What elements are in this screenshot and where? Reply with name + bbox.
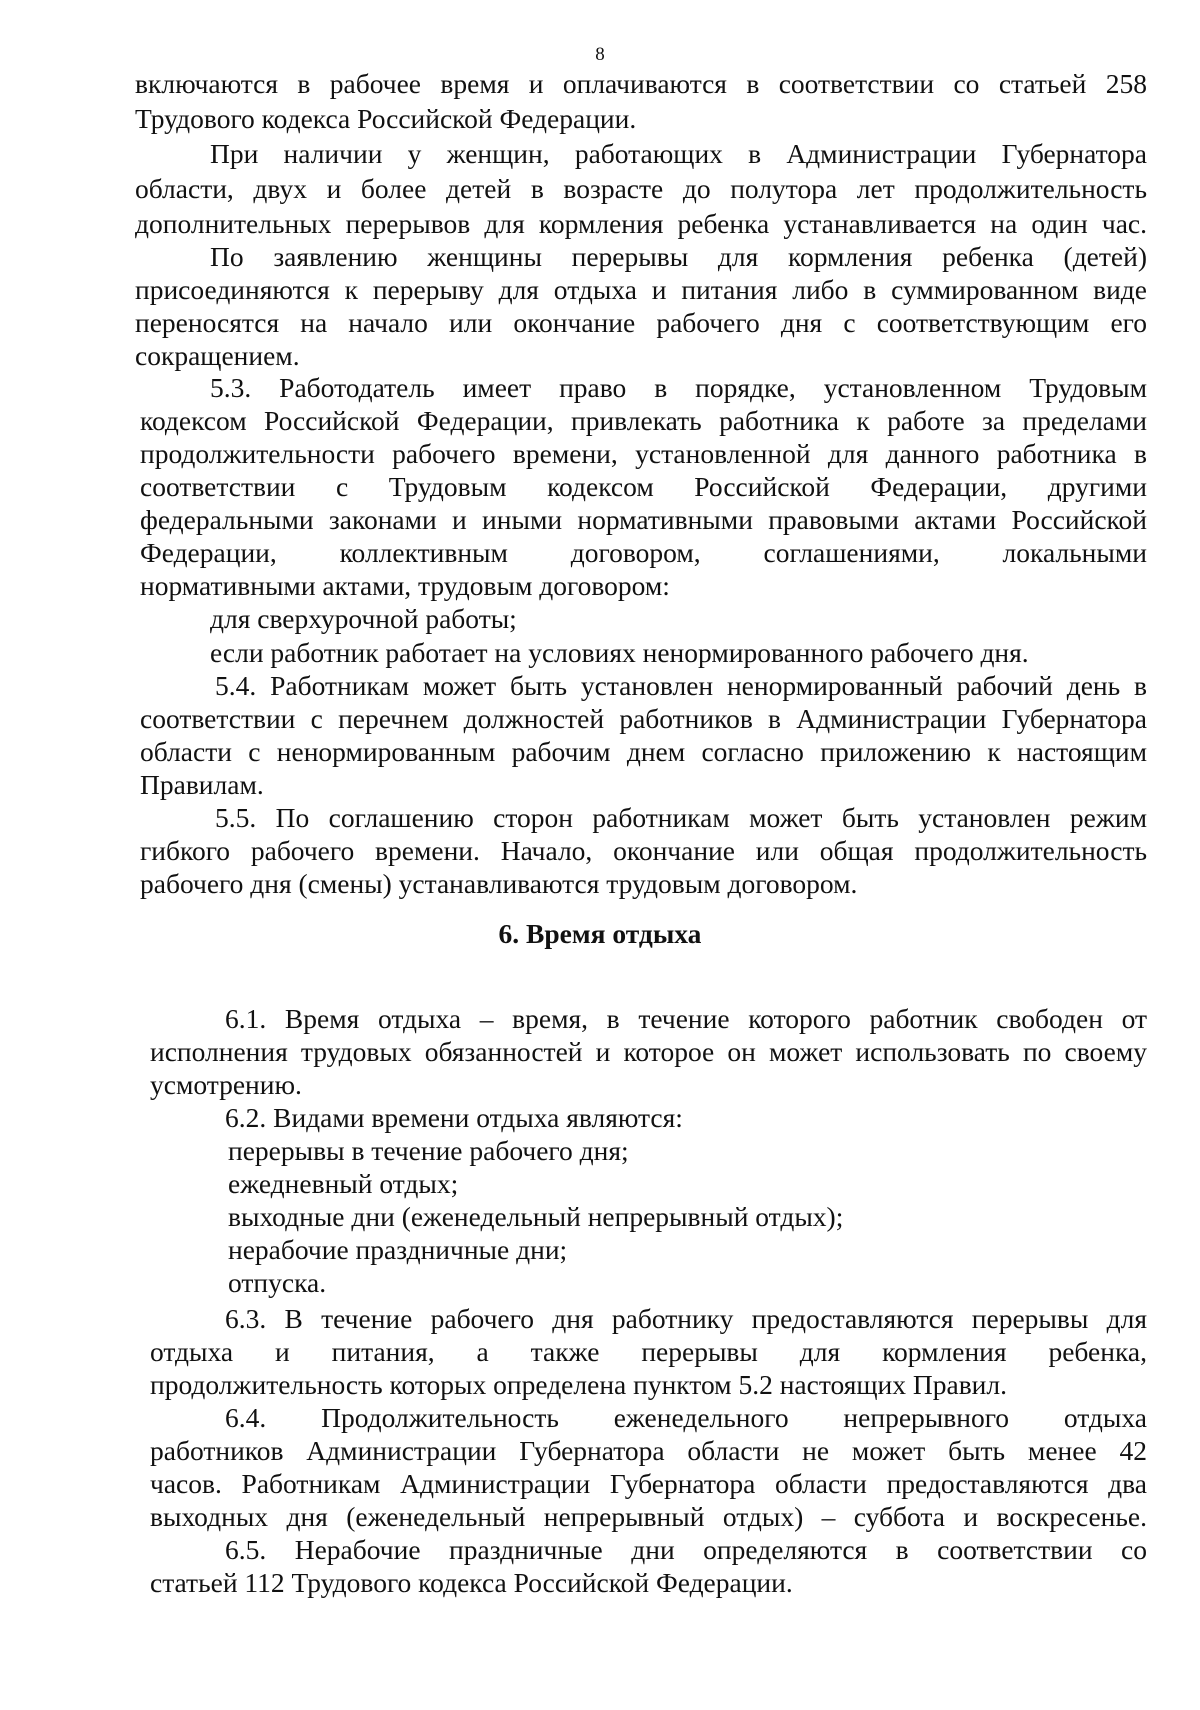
text-line: выходных дня (еженедельный непрерывный отдых) – суббота и воскресенье. [150,1501,1147,1532]
text-line: усмотрению. [150,1069,302,1100]
text-line: 6.4. Продолжительность еженедельного непрерывного отдыха [225,1402,1147,1433]
text-line: 6.5. Нерабочие праздничные дни определяются в соответствии со [225,1534,1147,1565]
text-line: При наличии у женщин, работающих в Администрации Губернатора [210,138,1147,169]
text-line: выходные дни (еженедельный непрерывный отдых); [228,1201,844,1232]
text-line: 5.5. По соглашению сторон работникам может быть установлен режим [215,802,1147,833]
text-line: федеральными законами и иными нормативными правовыми актами Российской [140,504,1147,535]
text-line: статьей 112 Трудового кодекса Российской Федерации. [150,1567,793,1598]
text-line: Трудового кодекса Российской Федерации. [135,103,637,134]
text-line: 5.4. Работникам может быть установлен ненормированный рабочий день в [215,670,1147,701]
text-line: включаются в рабочее время и оплачиваются в соответствии со статьей 258 [135,68,1147,99]
text-line: для сверхурочной работы; [210,603,517,634]
text-line: кодексом Российской Федерации, привлекать работника к работе за пределами [140,405,1147,436]
text-line: соответствии с перечнем должностей работников в Администрации Губернатора [140,703,1147,734]
text-line: Правилам. [140,769,264,800]
text-line: области, двух и более детей в возрасте до полутора лет продолжительность [135,173,1147,204]
text-line: 6.1. Время отдыха – время, в течение которого работник свободен от [225,1003,1147,1034]
text-line: нормативными актами, трудовым договором: [140,570,670,601]
text-line: 6.3. В течение рабочего дня работнику предоставляются перерывы для [225,1303,1147,1334]
text-line: если работник работает на условиях ненормированного рабочего дня. [210,637,1029,668]
text-line: гибкого рабочего времени. Начало, окончание или общая продолжительность [140,835,1147,866]
text-line: нерабочие праздничные дни; [228,1234,568,1265]
text-line: присоединяются к перерыву для отдыха и питания либо в суммированном виде [135,274,1147,305]
text-line: рабочего дня (смены) устанавливаются трудовым договором. [140,868,858,899]
text-line: области с ненормированным рабочим днем согласно приложению к настоящим [140,736,1147,767]
text-line: продолжительности рабочего времени, установленной для данного работника в [140,438,1147,469]
text-line: часов. Работникам Администрации Губернатора области предоставляются два [150,1468,1147,1499]
text-line: отпуска. [228,1267,327,1298]
text-line: Федерации, коллективным договором, соглашениями, локальными [140,537,1147,568]
text-line: исполнения трудовых обязанностей и которое он может использовать по своему [150,1036,1147,1067]
section-heading: 6. Время отдыха [498,918,702,949]
text-line: переносятся на начало или окончание рабочего дня с соответствующим его [135,307,1147,338]
page-number: 8 [595,44,605,65]
text-line: По заявлению женщины перерывы для кормления ребенка (детей) [210,241,1147,272]
text-line: продолжительность которых определена пунктом 5.2 настоящих Правил. [150,1369,1007,1400]
text-line: работников Администрации Губернатора области не может быть менее 42 [150,1435,1147,1466]
text-line: перерывы в течение рабочего дня; [228,1135,629,1166]
text-line: отдыха и питания, а также перерывы для кормления ребенка, [150,1336,1147,1367]
text-line: 6.2. Видами времени отдыха являются: [225,1102,683,1133]
text-line: ежедневный отдых; [228,1168,459,1199]
text-line: дополнительных перерывов для кормления ребенка устанавливается на один час. [135,208,1147,239]
text-line: 5.3. Работодатель имеет право в порядке, установленном Трудовым [210,372,1147,403]
text-line: сокращением. [135,340,300,371]
text-line: соответствии с Трудовым кодексом Российской Федерации, другими [140,471,1147,502]
